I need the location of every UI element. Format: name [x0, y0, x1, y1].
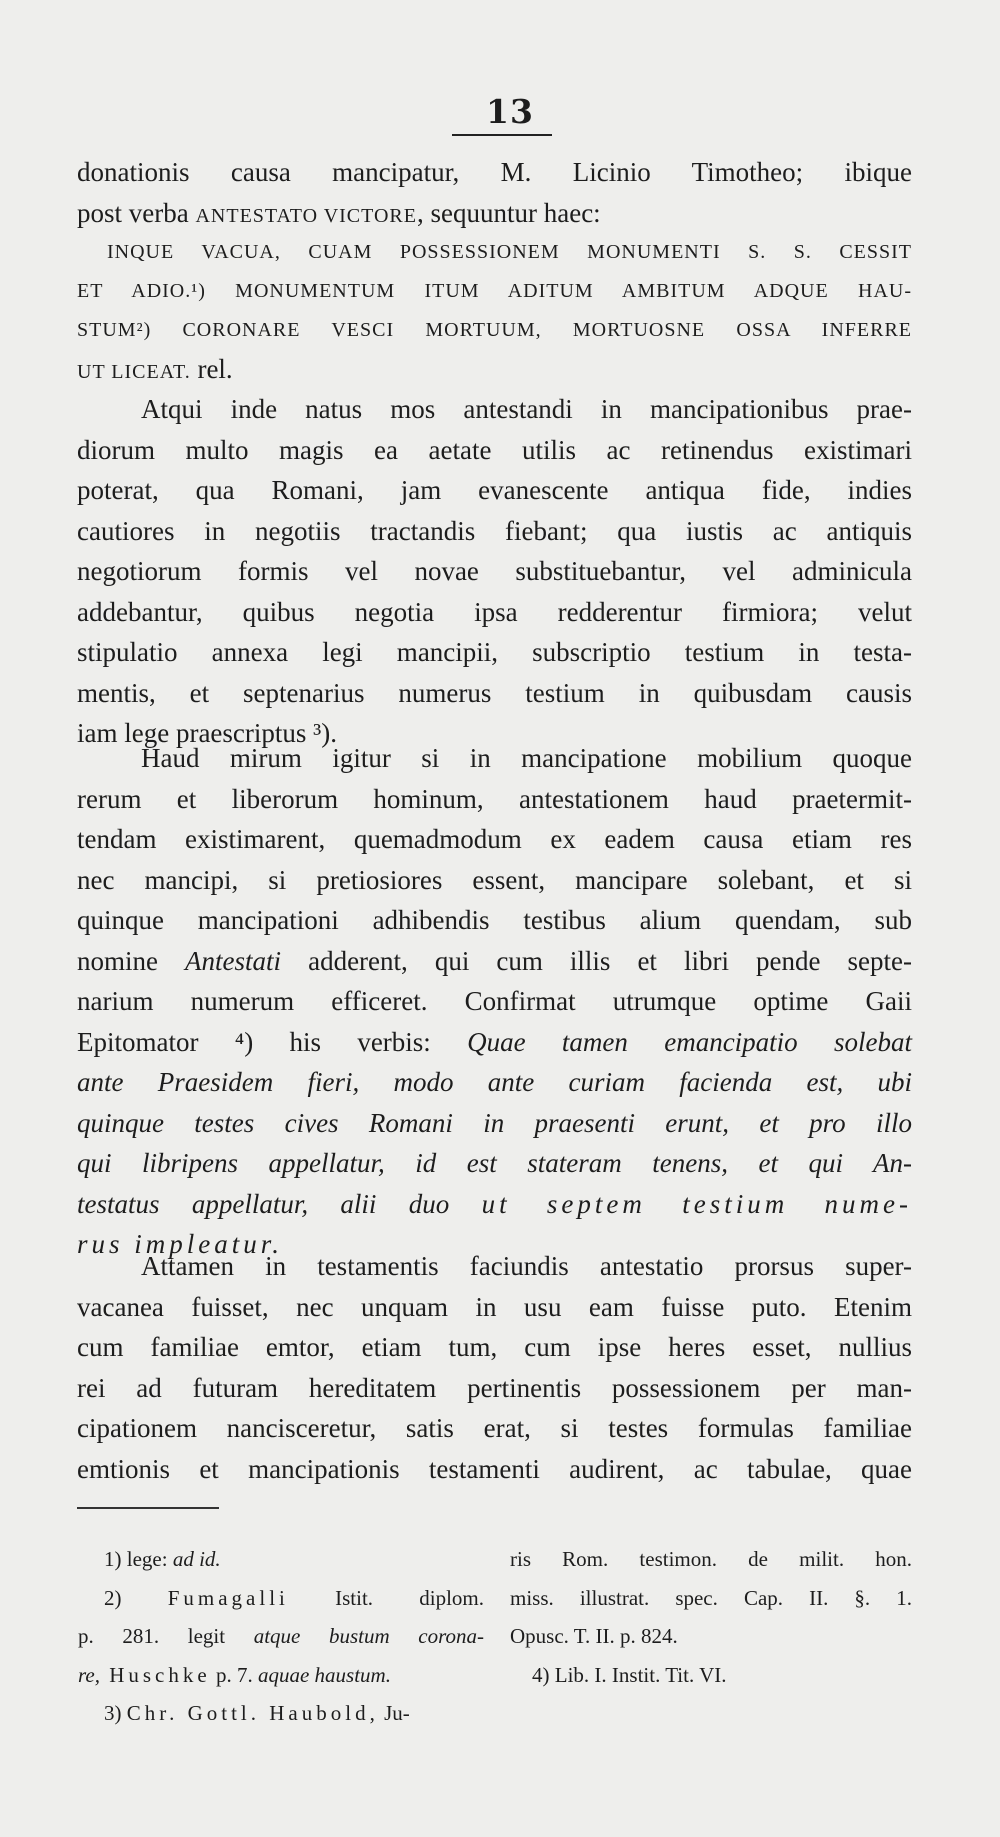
text-fragment: adderent, qui cum illis et libri pende septe-	[281, 945, 912, 976]
text-line: diorum multo magis ea aetate utilis ac retinendus existimari	[77, 434, 912, 465]
quote-line: qui libripens appellatur, id est stateram tenens, et qui An-	[77, 1148, 912, 1178]
text-fragment: 2)	[104, 1585, 168, 1610]
text-line	[77, 193, 912, 234]
footnotes-right	[510, 1540, 912, 1694]
italic-text: Antestati	[185, 945, 282, 976]
text-fragment: nomine	[77, 945, 158, 976]
italic-text: ad id.	[172, 1547, 221, 1571]
text-fragment: 1) lege:	[104, 1547, 173, 1571]
text-fragment: Istit. diplom.	[288, 1585, 484, 1610]
footnote-line: ris Rom. testimon. de milit. hon.	[510, 1547, 912, 1571]
text-line	[77, 941, 912, 982]
italic-text: atque bustum corona-	[253, 1624, 484, 1648]
text-line: addebantur, quibus negotia ipsa redderentur firmiora; velut	[77, 596, 912, 627]
footnote-line	[78, 1617, 484, 1656]
spaced-text: Chr. Gottl. Haubold,	[126, 1701, 379, 1725]
italic-text: aquae haustum.	[257, 1662, 391, 1687]
quote-line	[77, 1184, 912, 1225]
text-line: poterat, qua Romani, jam evanescente antiqua fide, indies	[77, 475, 912, 505]
text-fragment: 3)	[104, 1701, 127, 1725]
inscription-block	[77, 233, 912, 389]
text-line: cautiores in negotiis tractandis fiebant; qua iustis ac antiquis	[77, 515, 912, 546]
text-line: mentis, et septenarius numerus testium in quibusdam causis	[77, 677, 912, 708]
text-line: nec mancipi, si pretiosiores essent, mancipare solebant, et si	[77, 864, 912, 895]
inscription-line: INQUE VACUA, CUAM POSSESSIONEM MONUMENTI S. S. CESSIT	[107, 241, 912, 263]
text-fragment: , sequuntur haec:	[417, 197, 601, 228]
text-line: tendam existimarent, quemadmodum ex eadem causa etiam res	[77, 824, 912, 854]
page-number-rule	[452, 134, 552, 136]
text-line: Atqui inde natus mos antestandi in mancipationibus prae-	[141, 394, 912, 424]
text-line: Haud mirum igitur si in mancipatione mobilium quoque	[141, 743, 912, 773]
footnote-rule	[77, 1507, 219, 1509]
inscription-line: STUM²) CORONARE VESCI MORTUUM, MORTUOSNE OSSA INFERRE	[77, 319, 912, 341]
text-line: Attamen in testamentis faciundis antestatio prorsus super-	[141, 1251, 912, 1281]
footnote-line: Opusc. T. II. p. 824.	[510, 1624, 678, 1648]
text-line: iam lege praescriptus ³).	[77, 718, 337, 748]
text-line: rei ad futuram hereditatem pertinentis possessionem per man-	[77, 1372, 912, 1403]
spaced-text: ut septem testium nume-	[481, 1188, 913, 1219]
small-caps-text: UT LICEAT.	[77, 361, 191, 383]
quote-line: ante Praesidem fieri, modo ante curiam facienda est, ubi	[77, 1067, 912, 1097]
footnote-line	[104, 1579, 484, 1618]
paragraph-4	[77, 1246, 912, 1489]
text-line: narium numerum efficeret. Confirmat utrumque optime Gaii	[77, 986, 912, 1016]
text-line: vacanea fuisset, nec unquam in usu eam fuisse puto. Etenim	[77, 1291, 912, 1322]
text-fragment: post verba	[77, 197, 189, 228]
footnote-line	[78, 1656, 484, 1695]
text-line: rerum et liberorum hominum, antestationem haud praetermit-	[77, 783, 912, 814]
inscription-line	[77, 350, 912, 389]
paragraph-2	[77, 389, 912, 754]
footnote-line: 4) Lib. I. Instit. Tit. VI.	[532, 1662, 727, 1687]
text-line: donationis causa mancipatur, M. Licinio Timotheo; ibique	[77, 157, 912, 187]
text-fragment: Ju-	[378, 1701, 410, 1725]
text-fragment: p. 7.	[210, 1662, 258, 1687]
inscription-line: ET ADIO.¹) MONUMENTUM ITUM ADITUM AMBITUM ADQUE HAU-	[77, 280, 912, 302]
spaced-text: Huschke	[99, 1662, 211, 1687]
quote-line: quinque testes cives Romani in praesenti erunt, et pro illo	[77, 1107, 912, 1138]
text-fragment: rel.	[190, 354, 233, 384]
text-line	[77, 1022, 912, 1063]
footnote-line: miss. illustrat. spec. Cap. II. §. 1.	[510, 1585, 912, 1610]
footnote-line	[104, 1540, 484, 1579]
text-fragment: testatus appellatur, alii duo	[77, 1188, 482, 1219]
opening-block	[77, 152, 912, 233]
small-caps-text: ANTESTATO VICTORE	[195, 204, 417, 227]
paragraph-3	[77, 738, 912, 1265]
text-line: cipationem nancisceretur, satis erat, si testes formulas familiae	[77, 1413, 912, 1443]
text-line: quinque mancipationi adhibendis testibus alium quendam, sub	[77, 905, 912, 935]
footnotes-left	[78, 1540, 484, 1733]
footnote-line	[104, 1694, 484, 1733]
text-line: stipulatio annexa legi mancipii, subscriptio testium in testa-	[77, 637, 912, 667]
quote-line: rus impleatur.	[77, 1229, 284, 1259]
italic-text: re,	[78, 1662, 100, 1687]
text-line: emtionis et mancipationis testamenti audirent, ac tabulae, quae	[77, 1453, 912, 1484]
text-fragment: p. 281. legit	[78, 1624, 254, 1648]
text-fragment: Epitomator ⁴) his verbis:	[77, 1026, 468, 1057]
page-number: 13	[486, 92, 534, 131]
spaced-text: Fumagalli	[167, 1585, 289, 1610]
text-line: cum familiae emtor, etiam tum, cum ipse heres esset, nullius	[77, 1332, 912, 1362]
text-line: negotiorum formis vel novae substituebantur, vel adminicula	[77, 556, 912, 586]
italic-text: Quae tamen emancipatio solebat	[467, 1026, 912, 1057]
